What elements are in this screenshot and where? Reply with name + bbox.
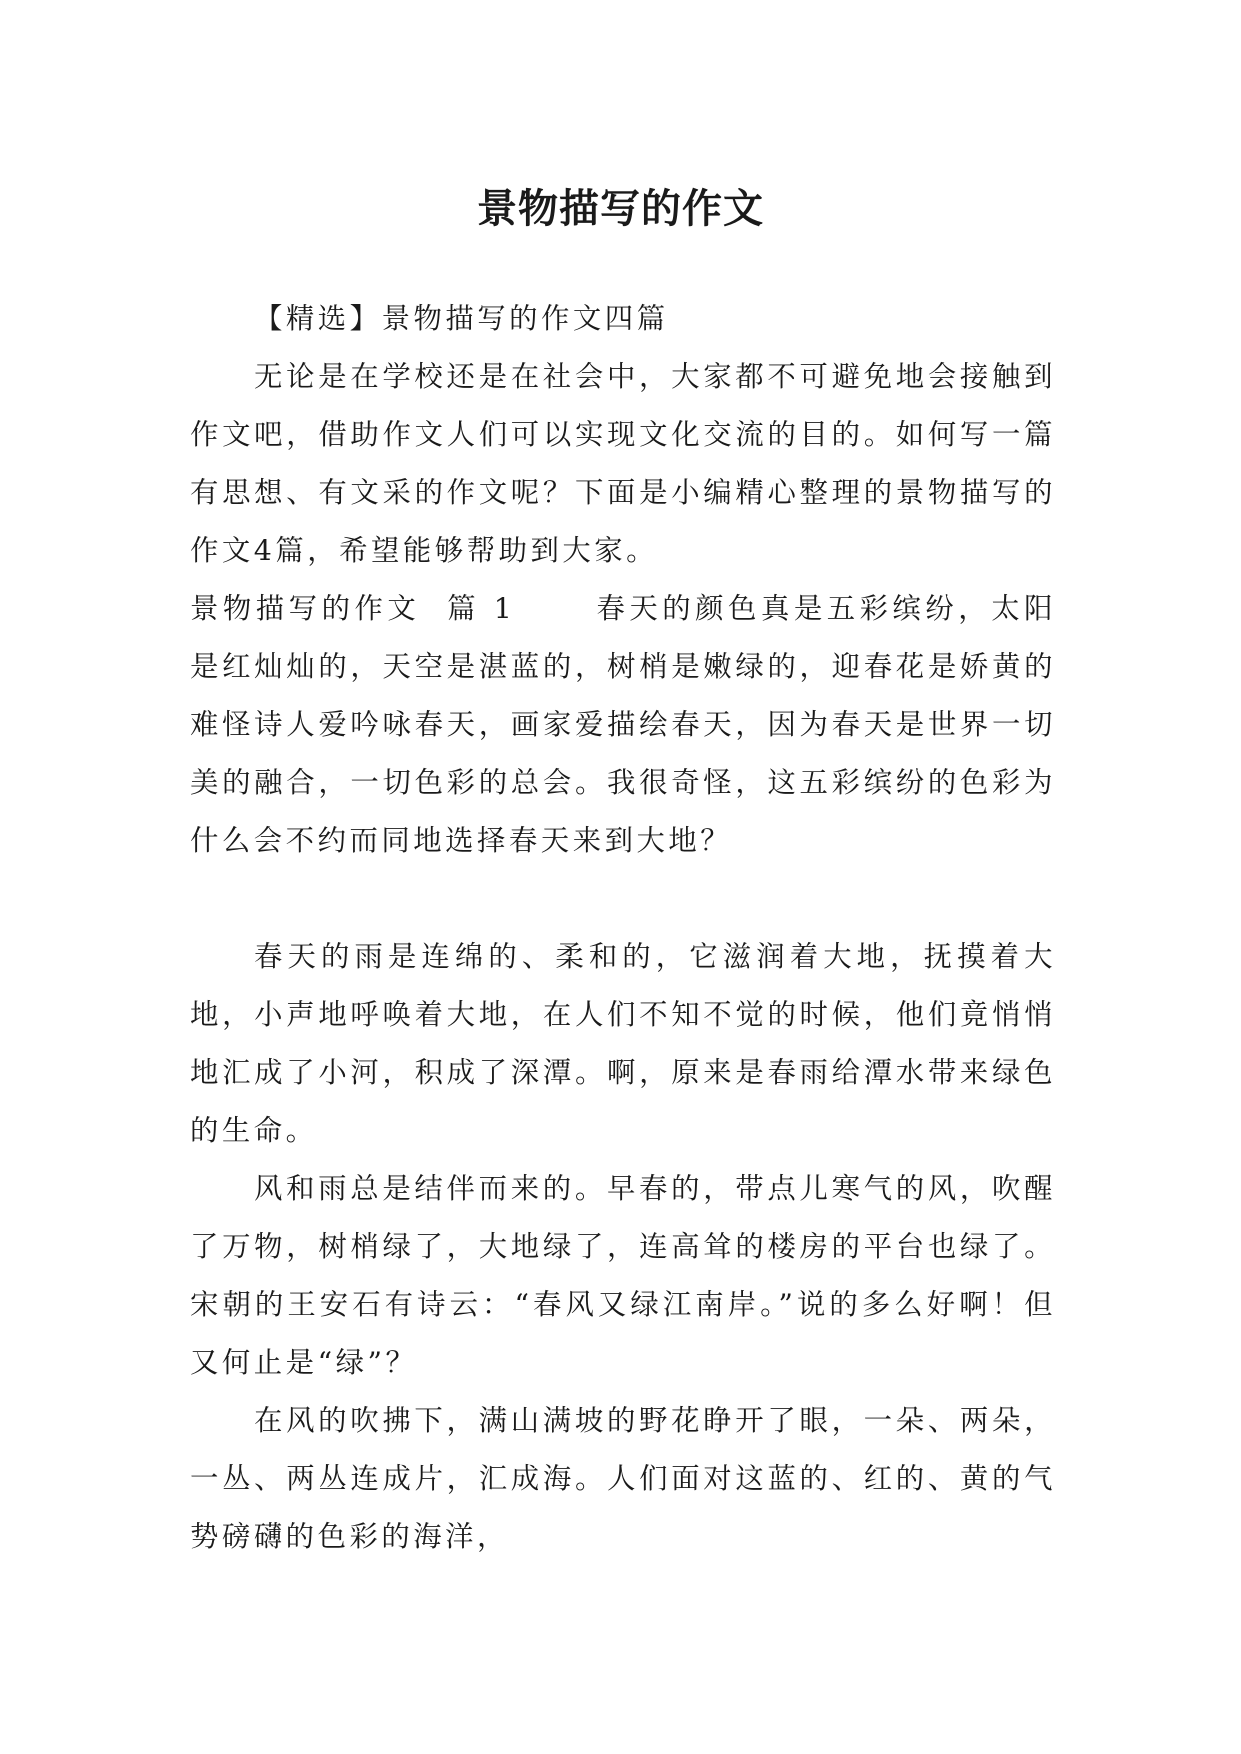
subtitle: 【精选】景物描写的作文四篇 [254,302,669,335]
document-body [190,290,1056,1566]
intro-paragraph: 无论是在学校还是在社会中，大家都不可避免地会接触到作文吧，借助作文人们可以实现文化交流的目的。如何写一篇有思想、有文采的作文呢？下面是小编精心整理的景物描写的作文4篇，希望能够帮助到大家。 [190,360,1056,567]
document-title: 景物描写的作文 [477,184,764,232]
paragraph-wind-and-rain: 风和雨总是结伴而来的。早春的，带点儿寒气的风，吹醒了万物，树梢绿了，大地绿了，连高耸的楼房的平台也绿了。宋朝的王安石有诗云：“春风又绿江南岸。”说的多么好啊！但又何止是“绿”？ [190,1172,1056,1379]
paragraph-spacer [190,870,1056,928]
section-1-paragraph [190,580,1056,870]
paragraph-spring-rain: 春天的雨是连绵的、柔和的，它滋润着大地，抚摸着大地，小声地呼唤着大地，在人们不知不觉的时候，他们竟悄悄地汇成了小河，积成了深潭。啊，原来是春雨给潭水带来绿色的生命。 [190,940,1056,1147]
paragraph-wildflowers: 在风的吹拂下，满山满坡的野花睁开了眼，一朵、两朵，一丛、两丛连成片，汇成海。人们面对这蓝的、红的、黄的气势磅礴的色彩的海洋， [190,1404,1056,1553]
section-1-label: 景物描写的作文 篇 1 [190,592,516,625]
section-1-text: 春天的颜色真是五彩缤纷，太阳是红灿灿的，天空是湛蓝的，树梢是嫩绿的，迎春花是娇黄的难怪诗人爱吟咏春天，画家爱描绘春天，因为春天是世界一切美的融合，一切色彩的总会。我很奇怪，这五彩缤纷的色彩为什么会不约而同地选择春天来到大地？ [190,592,1056,857]
